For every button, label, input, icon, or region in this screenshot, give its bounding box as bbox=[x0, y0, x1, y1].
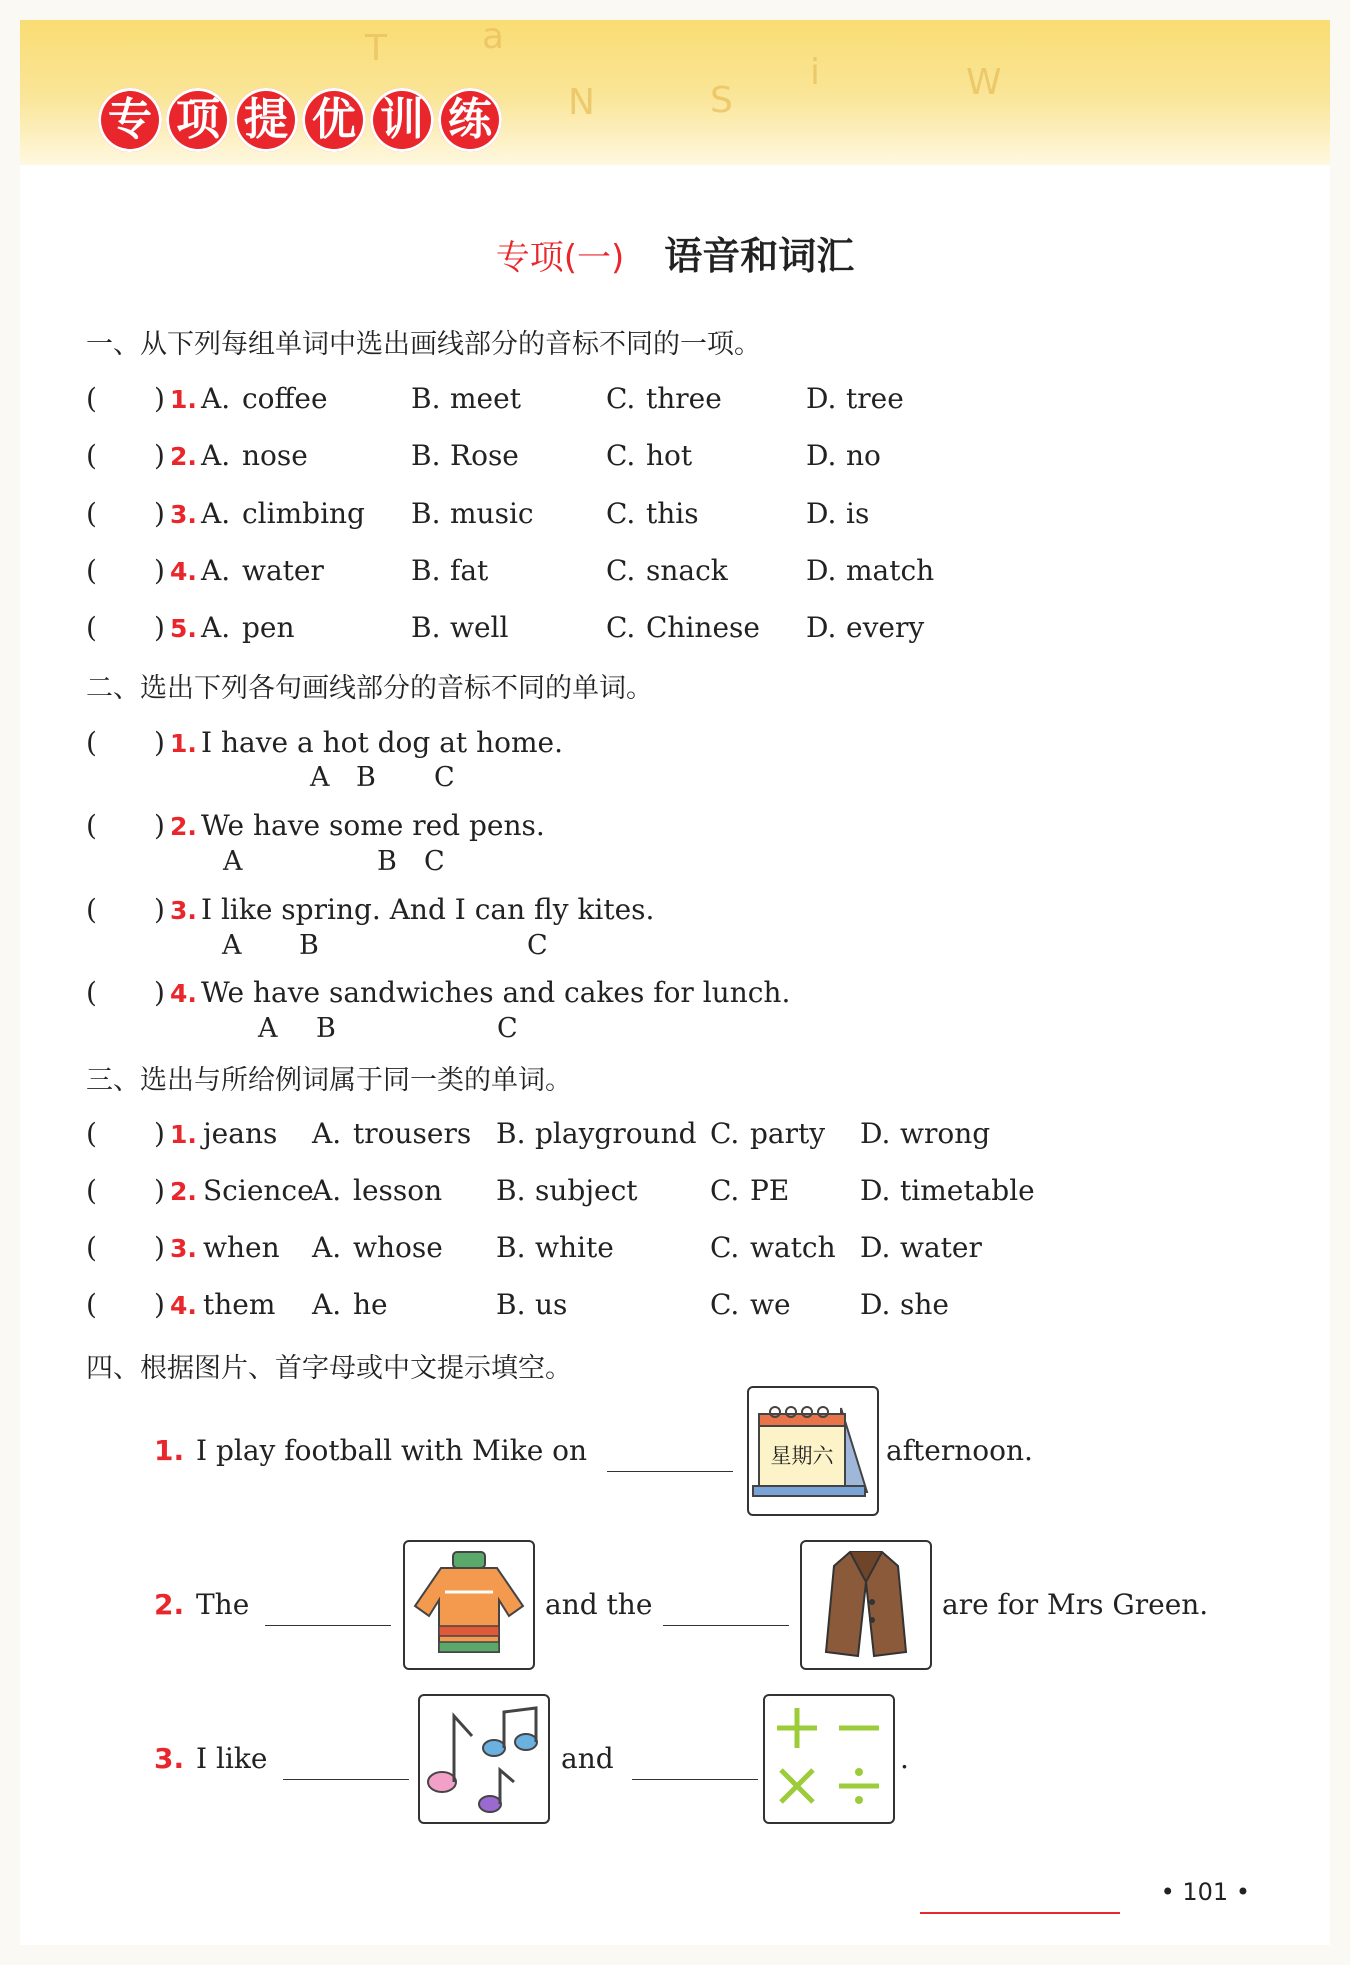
answer-blank[interactable] bbox=[283, 1746, 409, 1780]
answer-close: ) bbox=[154, 1231, 165, 1264]
option-label: A. bbox=[312, 1288, 342, 1321]
option-b: playground bbox=[535, 1117, 697, 1150]
option-a: nose bbox=[242, 439, 308, 472]
option-d: is bbox=[846, 497, 870, 530]
option-a: pen bbox=[242, 611, 295, 644]
option-d: no bbox=[846, 439, 881, 472]
answer-open[interactable]: ( bbox=[86, 439, 97, 472]
series-title bbox=[98, 88, 502, 152]
question-number: 1. bbox=[154, 1434, 185, 1467]
answer-open[interactable]: ( bbox=[86, 1231, 97, 1264]
option-c: hot bbox=[646, 439, 693, 472]
calendar-icon bbox=[749, 1388, 877, 1514]
option-label: C. bbox=[606, 497, 636, 530]
answer-close: ) bbox=[154, 439, 165, 472]
option-b: meet bbox=[450, 382, 521, 415]
title-char: 专 bbox=[98, 88, 162, 152]
answer-open[interactable]: ( bbox=[86, 1288, 97, 1321]
answer-close: ) bbox=[154, 382, 165, 415]
workbook-page bbox=[20, 16, 1330, 1945]
title-char: 训 bbox=[370, 88, 434, 152]
question-text: I like bbox=[196, 1742, 268, 1775]
option-d: tree bbox=[846, 382, 904, 415]
answer-close: ) bbox=[154, 726, 165, 759]
page-number: • 101 • bbox=[1160, 1878, 1250, 1906]
example-word: when bbox=[203, 1231, 280, 1264]
option-label: B. bbox=[496, 1231, 526, 1264]
item-number: 4. bbox=[170, 1291, 197, 1320]
item-number: 3. bbox=[170, 1234, 197, 1263]
letter-c: C bbox=[527, 930, 548, 961]
calendar-text: 星期六 bbox=[770, 1444, 834, 1468]
option-label: C. bbox=[710, 1288, 740, 1321]
answer-blank[interactable] bbox=[632, 1746, 758, 1780]
title-char: 提 bbox=[234, 88, 298, 152]
answer-open[interactable]: ( bbox=[86, 382, 97, 415]
deco-letter: a bbox=[482, 16, 505, 57]
header-banner bbox=[20, 16, 1330, 165]
example-word: jeans bbox=[203, 1117, 278, 1150]
option-label: C. bbox=[606, 554, 636, 587]
option-c: three bbox=[646, 382, 722, 415]
question-text: and the bbox=[545, 1588, 653, 1621]
item-number: 1. bbox=[170, 1120, 197, 1149]
option-a: lesson bbox=[353, 1174, 443, 1207]
option-c: we bbox=[750, 1288, 791, 1321]
deco-letter: T bbox=[365, 28, 387, 69]
music-notes-icon bbox=[420, 1696, 548, 1822]
option-label: D. bbox=[806, 554, 837, 587]
letter-c: C bbox=[424, 846, 445, 877]
option-label: B. bbox=[411, 382, 441, 415]
option-d: every bbox=[846, 611, 925, 644]
option-c: party bbox=[750, 1117, 826, 1150]
answer-close: ) bbox=[154, 1174, 165, 1207]
option-label: B. bbox=[496, 1117, 526, 1150]
title-char: 练 bbox=[438, 88, 502, 152]
letter-c: C bbox=[434, 762, 455, 793]
item-number: 4. bbox=[170, 979, 197, 1008]
option-label: A. bbox=[312, 1174, 342, 1207]
section-sub: 专项(一) bbox=[495, 238, 625, 278]
option-c: Chinese bbox=[646, 611, 760, 644]
letter-b: B bbox=[299, 930, 319, 961]
sentence: We have sandwiches and cakes for lunch. bbox=[201, 976, 791, 1009]
example-word: Science bbox=[203, 1174, 314, 1207]
letter-a: A bbox=[222, 930, 242, 961]
option-a: he bbox=[353, 1288, 388, 1321]
deco-letter: W bbox=[966, 62, 1002, 103]
option-label: D. bbox=[860, 1231, 891, 1264]
sentence: I have a hot dog at home. bbox=[201, 726, 563, 759]
music-picture bbox=[418, 1694, 550, 1824]
option-label: B. bbox=[496, 1288, 526, 1321]
answer-close: ) bbox=[154, 809, 165, 842]
option-label: B. bbox=[411, 554, 441, 587]
sentence: I like spring. And I can fly kites. bbox=[201, 893, 655, 926]
answer-open[interactable]: ( bbox=[86, 893, 97, 926]
answer-open[interactable]: ( bbox=[86, 1174, 97, 1207]
answer-close: ) bbox=[154, 554, 165, 587]
part4-heading: 四、根据图片、首字母或中文提示填空。 bbox=[86, 1353, 572, 1384]
option-label: A. bbox=[312, 1117, 342, 1150]
option-d: wrong bbox=[900, 1117, 991, 1150]
letter-a: A bbox=[258, 1013, 278, 1044]
letter-c: C bbox=[497, 1013, 518, 1044]
option-label: C. bbox=[710, 1117, 740, 1150]
sweater-picture bbox=[403, 1540, 535, 1670]
answer-close: ) bbox=[154, 497, 165, 530]
item-number: 2. bbox=[170, 1177, 197, 1206]
item-number: 3. bbox=[170, 896, 197, 925]
deco-letter: N bbox=[568, 82, 595, 123]
answer-close: ) bbox=[154, 1288, 165, 1321]
option-b: fat bbox=[450, 554, 489, 587]
letter-a: A bbox=[223, 846, 243, 877]
option-label: B. bbox=[411, 497, 441, 530]
letter-a: A bbox=[310, 762, 330, 793]
option-label: A. bbox=[201, 497, 231, 530]
part1-heading: 一、从下列每组单词中选出画线部分的音标不同的一项。 bbox=[86, 329, 761, 360]
question-number: 3. bbox=[154, 1742, 185, 1775]
sentence: We have some red pens. bbox=[201, 809, 545, 842]
option-label: C. bbox=[606, 439, 636, 472]
option-label: A. bbox=[201, 439, 231, 472]
answer-open[interactable]: ( bbox=[86, 976, 97, 1009]
example-word: them bbox=[203, 1288, 276, 1321]
title-char: 优 bbox=[302, 88, 366, 152]
option-a: water bbox=[242, 554, 324, 587]
answer-close: ) bbox=[154, 1117, 165, 1150]
answer-open[interactable]: ( bbox=[86, 554, 97, 587]
option-b: well bbox=[450, 611, 509, 644]
option-label: D. bbox=[860, 1117, 891, 1150]
letter-b: B bbox=[356, 762, 376, 793]
question-text: are for Mrs Green. bbox=[942, 1588, 1209, 1621]
option-label: C. bbox=[710, 1174, 740, 1207]
answer-open[interactable]: ( bbox=[86, 497, 97, 530]
answer-open[interactable]: ( bbox=[86, 809, 97, 842]
option-label: D. bbox=[806, 439, 837, 472]
answer-open[interactable]: ( bbox=[86, 726, 97, 759]
option-label: D. bbox=[860, 1288, 891, 1321]
deco-letter: i bbox=[810, 52, 821, 93]
deco-letter: S bbox=[710, 80, 733, 121]
item-number: 1. bbox=[170, 729, 197, 758]
math-symbols-icon bbox=[765, 1696, 893, 1822]
option-label: D. bbox=[860, 1174, 891, 1207]
item-number: 5. bbox=[170, 614, 197, 643]
option-label: A. bbox=[201, 382, 231, 415]
question-text: The bbox=[196, 1588, 250, 1621]
item-number: 2. bbox=[170, 442, 197, 471]
question-text: . bbox=[900, 1742, 909, 1775]
item-number: 2. bbox=[170, 812, 197, 841]
answer-close: ) bbox=[154, 611, 165, 644]
answer-open[interactable]: ( bbox=[86, 1117, 97, 1150]
option-label: A. bbox=[312, 1231, 342, 1264]
option-c: watch bbox=[750, 1231, 836, 1264]
part3-heading: 三、选出与所给例词属于同一类的单词。 bbox=[86, 1065, 572, 1096]
option-c: PE bbox=[750, 1174, 790, 1207]
answer-blank[interactable] bbox=[607, 1438, 733, 1472]
option-label: D. bbox=[806, 497, 837, 530]
option-label: C. bbox=[606, 611, 636, 644]
answer-blank[interactable] bbox=[265, 1592, 391, 1626]
option-label: D. bbox=[806, 611, 837, 644]
item-number: 1. bbox=[170, 385, 197, 414]
section-main: 语音和词汇 bbox=[664, 234, 855, 278]
option-label: D. bbox=[806, 382, 837, 415]
option-d: she bbox=[900, 1288, 949, 1321]
question-text: I play football with Mike on bbox=[196, 1434, 588, 1467]
option-label: A. bbox=[201, 611, 231, 644]
sweater-icon bbox=[405, 1542, 533, 1668]
option-d: water bbox=[900, 1231, 982, 1264]
option-a: whose bbox=[353, 1231, 443, 1264]
part2-heading: 二、选出下列各句画线部分的音标不同的单词。 bbox=[86, 673, 653, 704]
question-text: and bbox=[561, 1742, 614, 1775]
option-b: us bbox=[535, 1288, 568, 1321]
answer-blank[interactable] bbox=[663, 1592, 789, 1626]
question-number: 2. bbox=[154, 1588, 185, 1621]
item-number: 4. bbox=[170, 557, 197, 586]
coat-icon bbox=[802, 1542, 930, 1668]
maths-picture bbox=[763, 1694, 895, 1824]
option-b: subject bbox=[535, 1174, 638, 1207]
option-a: trousers bbox=[353, 1117, 472, 1150]
option-c: this bbox=[646, 497, 699, 530]
option-label: C. bbox=[710, 1231, 740, 1264]
option-label: A. bbox=[201, 554, 231, 587]
coat-picture bbox=[800, 1540, 932, 1670]
section-heading bbox=[20, 225, 1330, 280]
option-label: B. bbox=[496, 1174, 526, 1207]
answer-close: ) bbox=[154, 976, 165, 1009]
option-b: music bbox=[450, 497, 534, 530]
page-number-underline bbox=[920, 1912, 1120, 1914]
letter-b: B bbox=[377, 846, 397, 877]
option-label: C. bbox=[606, 382, 636, 415]
option-b: white bbox=[535, 1231, 614, 1264]
option-b: Rose bbox=[450, 439, 519, 472]
option-label: B. bbox=[411, 439, 441, 472]
option-label: B. bbox=[411, 611, 441, 644]
item-number: 3. bbox=[170, 500, 197, 529]
option-a: climbing bbox=[242, 497, 365, 530]
answer-open[interactable]: ( bbox=[86, 611, 97, 644]
title-char: 项 bbox=[166, 88, 230, 152]
option-c: snack bbox=[646, 554, 728, 587]
question-text: afternoon. bbox=[886, 1434, 1033, 1467]
answer-close: ) bbox=[154, 893, 165, 926]
option-d: timetable bbox=[900, 1174, 1035, 1207]
option-d: match bbox=[846, 554, 935, 587]
letter-b: B bbox=[316, 1013, 336, 1044]
calendar-picture bbox=[747, 1386, 879, 1516]
option-a: coffee bbox=[242, 382, 328, 415]
